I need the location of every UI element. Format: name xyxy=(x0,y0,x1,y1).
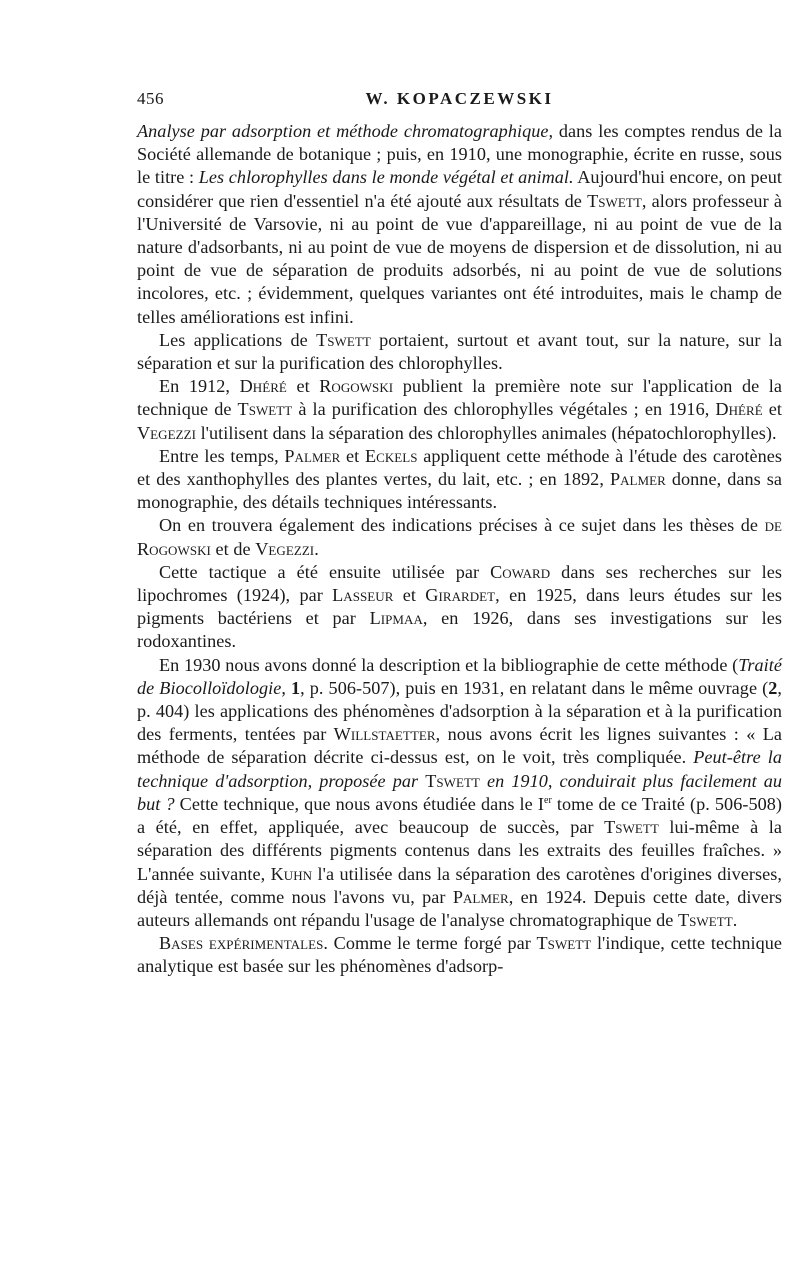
text-run: Cette technique, que nous avons étudiée dans le I xyxy=(174,793,544,814)
author-name: Tswett xyxy=(587,190,642,211)
text-run: l'indique, cette technique analytique est basée sur les phénomènes d'adsorp- xyxy=(137,933,782,977)
author-name: Rogowski xyxy=(319,376,394,397)
author-name: Vegezzi xyxy=(137,422,196,443)
author-name: Vegezzi xyxy=(255,538,315,559)
author-name: Tswett xyxy=(604,817,659,838)
paragraph xyxy=(137,445,782,515)
text-run: tome de ce Traité (p. 506-508) a été, en effet, appliquée, avec beaucoup de succès, par xyxy=(137,793,782,838)
text-run: et xyxy=(762,399,783,420)
author-name: Tswett xyxy=(425,770,480,791)
author-name: Lasseur xyxy=(332,585,394,606)
text-run: dans les comptes rendus de la Société allemande de botanique ; puis, en 1910, une monographie, écrite en russe, sous le titre : xyxy=(137,121,782,188)
author-name: Tswett xyxy=(536,933,592,954)
author-name: Bases expérimentales. xyxy=(159,933,328,954)
text-run: Analyse par adsorption et méthode chromatographique, xyxy=(137,121,554,141)
author-name: Palmer xyxy=(452,886,509,907)
author-name: Eckels xyxy=(364,445,418,466)
author-name: Palmer xyxy=(609,469,666,490)
author-name: Kuhn xyxy=(270,863,313,884)
author-name: Tswett xyxy=(677,909,733,930)
author-name: Tswett xyxy=(316,329,371,350)
text-run: , en 1926, dans ses investigations sur les rodoxantines. xyxy=(137,608,782,652)
paragraph xyxy=(137,654,782,932)
author-name: Dhéré xyxy=(715,399,763,420)
text-run: . xyxy=(314,538,319,559)
paragraph xyxy=(137,932,782,978)
text-run: dans ses recherches sur les lipochromes (1924), par xyxy=(137,561,782,606)
text-run: On en trouvera également des indications précises à ce sujet dans les thèses de xyxy=(159,515,765,536)
text-run: lui-même à la séparation des différents pigments contenus dans les extraits des feuilles fraîches. » L'année suivante, xyxy=(137,817,783,884)
text-run: Aujourd'hui encore, on peut considérer que rien d'essentiel n'a été ajouté aux résultats de xyxy=(137,167,782,211)
text-run: Entre les temps, xyxy=(159,445,285,466)
text-run: et xyxy=(393,585,426,606)
author-name: de Rogowski xyxy=(137,515,782,559)
text-run: Les chlorophylles dans le monde végétal et animal. xyxy=(198,167,574,188)
text-run: donne, dans sa monographie, des détails techniques intéressants. xyxy=(137,469,783,513)
author-name: Palmer xyxy=(284,445,341,466)
author-name: Girardet xyxy=(425,585,496,606)
text-run: et de xyxy=(210,538,256,559)
author-name: Coward xyxy=(490,561,551,582)
text-run: . xyxy=(732,909,738,930)
text-run: portaient, surtout et avant tout, sur la nature, sur la séparation et sur la purification des chlorophylles. xyxy=(137,329,782,374)
text-run: En 1912, xyxy=(159,376,240,397)
author-name: Dhéré xyxy=(239,376,287,397)
text-run: , p. 404) les applications des phénomènes d'adsorption à la séparation et à la purification des ferments, tentées par xyxy=(137,677,782,745)
text-run: et xyxy=(340,445,365,466)
text-run: l'utilisent dans la séparation des chlorophylles animales (hépatochlorophylles). xyxy=(195,422,777,443)
text-run: , nous avons écrit les lignes suivantes : « La méthode de séparation décrite ci-dessus est, on le voit, très compliquée. xyxy=(137,724,782,768)
page-header xyxy=(137,89,782,113)
author-name: Willstaetter xyxy=(333,724,436,745)
text-run: Comme le terme forgé par xyxy=(327,933,537,954)
text-run: l'a utilisée dans la séparation des carotènes d'origines diverses, déjà tentée, comme nous l'avons vu, par xyxy=(137,863,782,907)
text-run: Les applications de xyxy=(159,329,317,350)
text-run: Peut-être la technique d'adsorption, proposée par xyxy=(137,747,783,791)
text-run: Cette tactique a été ensuite utilisée par xyxy=(159,561,491,582)
text-run: , xyxy=(281,677,291,698)
text-run: à la purification des chlorophylles végétales ; en 1916, xyxy=(292,399,716,420)
text-run: 2 xyxy=(768,677,778,698)
text-run: et xyxy=(286,376,320,397)
text-run: en 1910, conduirait plus facilement au but ? xyxy=(137,770,783,814)
text-run: , en 1924. Depuis cette date, divers auteurs allemands ont répandu l'usage de l'analyse chromatographique de xyxy=(137,886,782,930)
text-run: Traité de Biocolloïdologie xyxy=(137,654,782,698)
text-run: , en 1925, dans leurs études sur les pigments bactériens et par xyxy=(137,585,782,629)
text-run: er xyxy=(543,794,552,806)
paragraph xyxy=(137,514,782,560)
paragraph xyxy=(137,375,782,445)
paragraph xyxy=(137,561,782,654)
text-run: , p. 506-507), puis en 1931, en relatant dans le même ouvrage ( xyxy=(300,677,769,698)
paragraph xyxy=(137,120,782,329)
page-number: 456 xyxy=(137,89,164,108)
text-run: appliquent cette méthode à l'étude des carotènes et des xanthophylles des plantes vertes, du lait, etc. ; en 1892, xyxy=(137,445,782,490)
text-run: , alors professeur à l'Université de Varsovie, ni au point de vue d'appareillage, ni au point de vue de la nature d'adsorbants, ni au point de vue de moyens de dispersion et de dissolution, ni au point de vue de séparation de produits adsorbés, ni au point de vue de solutions incolores, etc. ; évidemment, quelques variantes ont été introduites, mais le champ de telles améliorations est infini. xyxy=(137,190,782,327)
running-head-author: W. KOPACZEWSKI xyxy=(365,89,554,108)
text-run: publient la première note sur l'application de la technique de xyxy=(137,376,782,420)
author-name: Lipmaa xyxy=(369,608,423,629)
author-name: Tswett xyxy=(237,399,293,420)
text-run: 1 xyxy=(290,677,301,698)
paragraph xyxy=(137,329,782,375)
text-run: En 1930 nous avons donné la description et la bibliographie de cette méthode ( xyxy=(159,654,739,675)
body-text xyxy=(137,120,782,979)
